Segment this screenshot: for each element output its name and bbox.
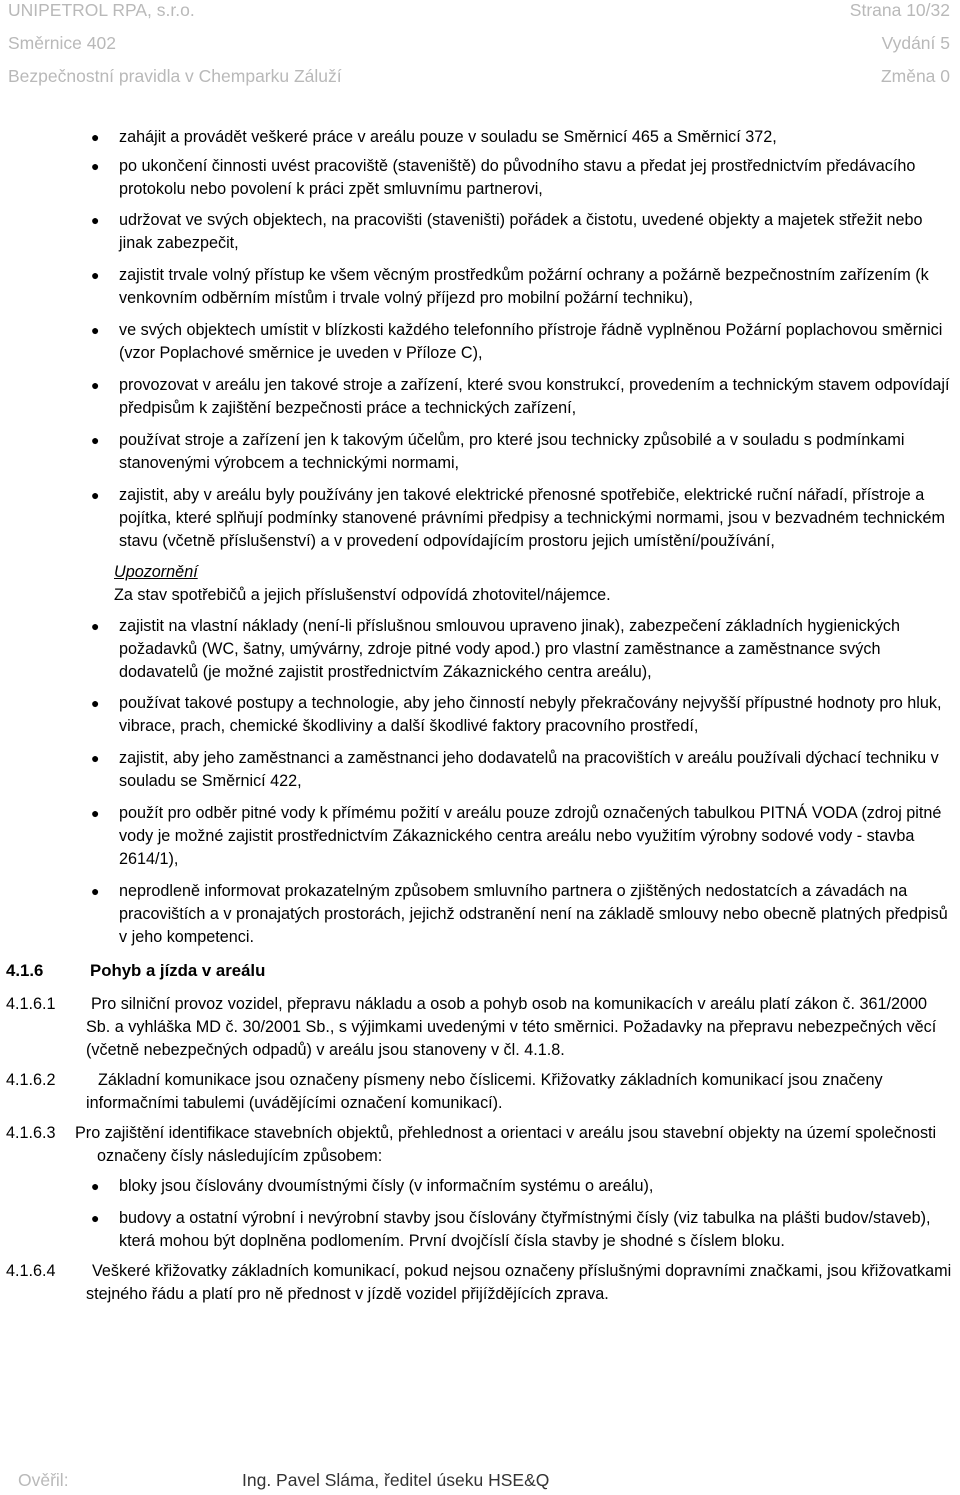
bullet-icon: ● — [91, 129, 100, 145]
warning-note-title: Upozornění — [114, 563, 198, 581]
list-item-text: neprodleně informovat prokazatelným způsobem smluvního partnera o zjištěných nedostatcích a závadách na pracovištích a v pronajatých prostorách, jejichž odstranění není na základě smlouvy nebo obecně platných předpisů v jeho kompetenci. — [119, 882, 948, 946]
paragraph — [0, 1260, 960, 1306]
section-heading — [0, 959, 960, 982]
list-item — [0, 484, 960, 553]
list-item-text: zajistit na vlastní náklady (není-li příslušnou smlouvou upraveno jinak), zabezpečení základních hygienických požadavků (WC, šatny, umývárny, zdroje pitné vody apod.) pro vlastní zaměstnance a zaměstnance svých dodavatelů (je možné zajistit prostřednictvím Zákaznického centra areálu), — [119, 617, 901, 681]
paragraph-number: 4.1.6.4 — [6, 1262, 56, 1280]
list-item — [0, 429, 960, 475]
bullet-icon: ● — [91, 1210, 100, 1226]
bullet-icon: ● — [91, 212, 100, 228]
list-item — [0, 880, 960, 949]
list-item — [0, 264, 960, 310]
list-item — [0, 209, 960, 255]
list-item-text: udržovat ve svých objektech, na pracovišti (staveništi) pořádek a čistotu, uvedené objekty a majetek střežit nebo jinak zabezpečit, — [119, 211, 923, 252]
bullet-icon: ● — [91, 1178, 100, 1194]
paragraph-text: Pro zajištění identifikace stavebních objektů, přehlednost a orientaci v areálu jsou stavební objekty na území společnosti označeny čísly následujícím způsobem: — [75, 1124, 937, 1165]
list-item — [0, 802, 960, 871]
paragraph-text: Základní komunikace jsou označeny písmeny nebo číslicemi. Křižovatky základních komunikací jsou značeny informačními tabulemi (uvádějícími označení komunikací). — [86, 1071, 883, 1112]
list-item — [0, 1207, 960, 1253]
document-body — [0, 126, 960, 1306]
list-item — [0, 615, 960, 684]
list-item-text: zahájit a provádět veškeré práce v areálu pouze v souladu se Směrnicí 465 a Směrnicí 372, — [119, 128, 777, 146]
page-number: Strana 10/32 — [849, 0, 950, 20]
bullet-icon: ● — [91, 432, 100, 448]
warning-note — [0, 561, 960, 607]
bullet-icon: ● — [91, 695, 100, 711]
list-item — [0, 126, 960, 149]
list-item-text: ve svých objektech umístit v blízkosti každého telefonního přístroje řádně vyplněnou Požární poplachovou směrnici (vzor Poplachové směrnice je uveden v Příloze C), — [119, 321, 943, 362]
paragraph — [0, 1122, 960, 1168]
footer-verifier-name: Ing. Pavel Sláma, ředitel úseku HSE&Q — [242, 1470, 550, 1490]
list-item — [0, 692, 960, 738]
list-item-text: bloky jsou číslovány dvoumístnými čísly (v informačním systému o areálu), — [119, 1177, 654, 1195]
list-item-text: zajistit, aby v areálu byly používány jen takové elektrické přenosné spotřebiče, elektrické ruční nářadí, přístroje a pojítka, které splňují podmínky stanovené právními předpisy a technickými normami, jsou v bezvadném technickém stavu (včetně příslušenství) a v provedení odpovídajícím prostoru jejich umístění/používání, — [119, 486, 945, 550]
bullet-icon: ● — [91, 805, 100, 821]
bullet-icon: ● — [91, 750, 100, 766]
bullet-icon: ● — [91, 158, 100, 174]
list-item — [0, 1175, 960, 1198]
bullet-icon: ● — [91, 883, 100, 899]
paragraph-number: 4.1.6.1 — [6, 995, 56, 1013]
company-name: UNIPETROL RPA, s.r.o. — [8, 0, 195, 20]
document-title: Bezpečnostní pravidla v Chemparku Záluží — [8, 66, 342, 86]
list-item-text: budovy a ostatní výrobní i nevýrobní stavby jsou číslovány čtyřmístnými čísly (viz tabulka na plášti budov/staveb), která mohou být doplněna podlomením. První dvojčíslí čísla stavby je shodné s číslem bloku. — [119, 1209, 931, 1250]
section-number: 4.1.6 — [6, 961, 44, 980]
paragraph-number: 4.1.6.2 — [6, 1071, 56, 1089]
change-number: Změna 0 — [880, 66, 950, 86]
list-item — [0, 155, 960, 201]
bullet-icon: ● — [91, 487, 100, 503]
bullet-icon: ● — [91, 267, 100, 283]
list-item-text: zajistit trvale volný přístup ke všem věcným prostředkům požární ochrany a požárně bezpečnostním zařízením (k venkovním odběrním místům i trvale volný příjezd pro mobilní požární techniku), — [119, 266, 929, 307]
paragraph-number: 4.1.6.3 — [6, 1124, 56, 1142]
footer-verified-label: Ověřil: — [18, 1470, 69, 1490]
paragraph — [0, 993, 960, 1062]
list-item — [0, 374, 960, 420]
issue-number: Vydání 5 — [881, 33, 950, 53]
list-item-text: po ukončení činnosti uvést pracoviště (staveniště) do původního stavu a předat jej prostřednictvím předávacího protokolu nebo povolení k práci zpět smluvnímu partnerovi, — [119, 157, 916, 198]
paragraph-text: Pro silniční provoz vozidel, přepravu nákladu a osob a pohyb osob na komunikacích v areálu platí zákon č. 361/2000 Sb. a vyhláška MD č. 30/2001 Sb., s výjimkami uvedenými v této směrnici. Požadavky na přepravu nebezpečných věcí (včetně nebezpečných odpadů) v areálu jsou stanoveny v čl. 4.1.8. — [86, 995, 937, 1059]
list-item-text: použít pro odběr pitné vody k přímému požití v areálu pouze zdrojů označených tabulkou PITNÁ VODA (zdroj pitné vody je možné zajistit prostřednictvím Zákaznického centra areálu nebo využitím výrobny sodové vody - stavba 2614/1), — [119, 804, 942, 868]
bullet-icon: ● — [91, 322, 100, 338]
section-title: Pohyb a jízda v areálu — [90, 961, 266, 980]
warning-note-text: Za stav spotřebičů a jejich příslušenství odpovídá zhotovitel/nájemce. — [114, 586, 611, 604]
list-item-text: používat takové postupy a technologie, aby jeho činností nebyly překračovány nejvyšší přípustné hodnoty pro hluk, vibrace, prach, chemické škodliviny a další škodlivé faktory pracovního prostředí, — [119, 694, 942, 735]
list-item — [0, 319, 960, 365]
list-item-text: zajistit, aby jeho zaměstnanci a zaměstnanci jeho dodavatelů na pracovištích v areálu používali dýchací techniku v souladu se Směrnicí 422, — [119, 749, 939, 790]
directive-number: Směrnice 402 — [8, 33, 116, 53]
list-item-text: používat stroje a zařízení jen k takovým účelům, pro které jsou technicky způsobilé a v souladu s podmínkami stanovenými výrobcem a technickými normami, — [119, 431, 905, 472]
bullet-icon: ● — [91, 618, 100, 634]
bullet-icon: ● — [91, 377, 100, 393]
list-item-text: provozovat v areálu jen takové stroje a zařízení, které svou konstrukcí, provedením a technickým stavem odpovídají předpisům k zajištění bezpečnosti práce a technických zařízení, — [119, 376, 950, 417]
list-item — [0, 747, 960, 793]
paragraph — [0, 1069, 960, 1115]
paragraph-text: Veškeré křižovatky základních komunikací, pokud nejsou označeny příslušnými dopravními značkami, jsou křižovatkami stejného řádu a platí pro ně přednost v jízdě vozidel přijíždějících zprava. — [86, 1262, 952, 1303]
